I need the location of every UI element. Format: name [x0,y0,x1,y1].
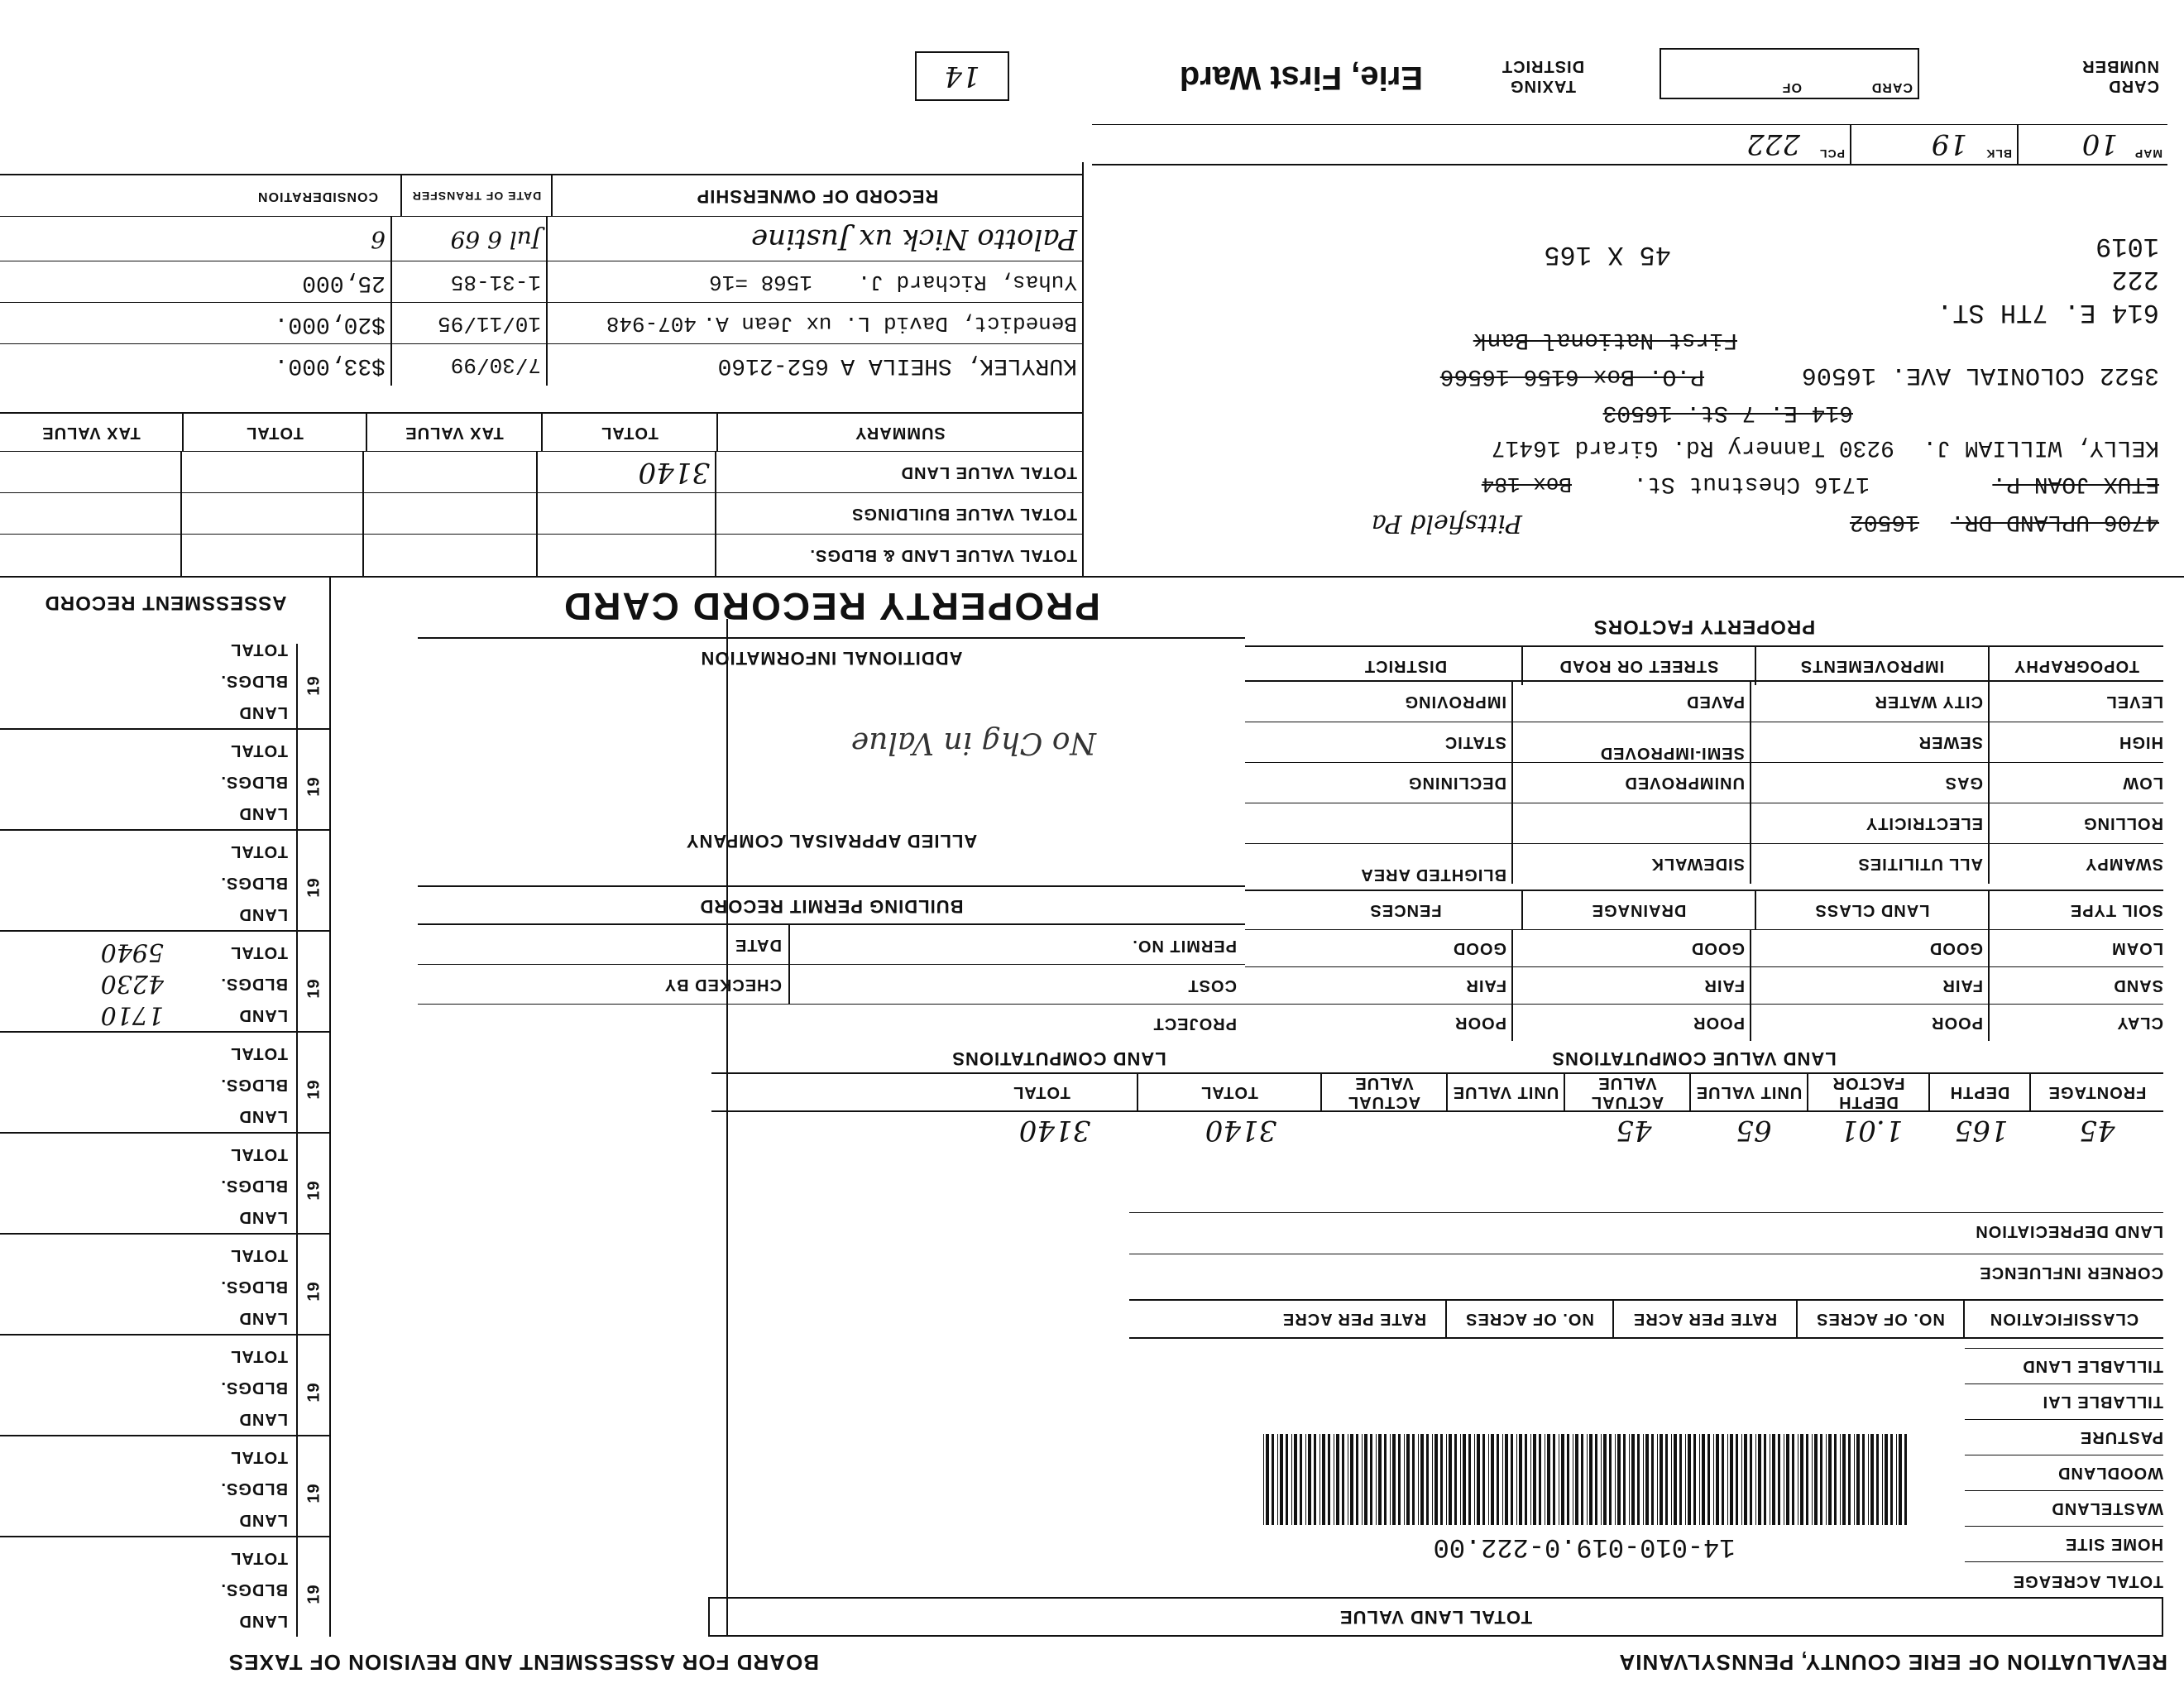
total-label: TOTAL [230,1448,288,1466]
level-row [1245,680,2163,722]
total-value-buildings-label: TOTAL VALUE BUILDINGS [851,505,1077,523]
total-header-1: TOTAL [1138,1074,1322,1110]
district-code: 14 [915,51,1009,101]
owner-name: KURYLEK, SHEILA A [841,352,1077,378]
frontage-value: 45 [2079,1114,2115,1147]
paved-label: PAVED [1513,682,1751,722]
card-title-band [418,578,1245,635]
year-prefix: 19 [304,675,323,696]
land-value-section [711,1041,2163,1637]
assessment-record-section [0,578,331,1637]
address-etux-joan: ETUX JOAN P. [1992,471,2159,496]
property-factors-section [1245,594,2163,1041]
total-value-land-label: TOTAL VALUE LAND [900,463,1077,482]
cost-row [418,964,1245,1005]
total-label: TOTAL [230,943,288,961]
land-label: LAND [238,1410,288,1428]
project-row [418,1004,1245,1041]
unit-value-2 [1456,1112,1572,1149]
land-label: LAND [238,1006,288,1024]
declining-label: DECLINING [1275,763,1513,803]
topography-grid [1245,685,2163,884]
classification-label: CLASSIFICATION [1989,1310,2139,1329]
computation-header-row [711,1072,2163,1112]
good-land-class: GOOD [1751,930,1990,966]
pasture-label: PASTURE [1965,1419,2163,1455]
address-first-national: First National Bank [1473,327,1737,352]
total-land-value-header: TOTAL LAND VALUE [708,1597,2163,1637]
property-record-card-title: PROPERTY RECORD CARD [563,585,1100,628]
assessment-block [0,1132,329,1233]
land-label: LAND [238,1309,288,1327]
rolling-district-blank [1275,803,1513,843]
actual-value-header-1: ACTUAL VALUE [1565,1074,1691,1110]
summary-header-row [0,412,1082,452]
summary-tax-value-header-2: TAX VALUE [0,414,184,452]
summary-tax-value-cell [364,493,538,535]
location-dimensions: 45 X 165 [1544,239,1671,270]
drainage-header: DRAINAGE [1523,891,1756,929]
date-of-transfer-header: DATE OF TRANSFER [402,175,553,217]
city-water-label: CITY WATER [1751,682,1990,722]
summary-row-buildings [0,492,1082,535]
total-label: TOTAL [230,640,288,659]
sewer-label: SEWER [1751,722,1990,762]
poor-fences: POOR [1275,1005,1513,1041]
total-label: TOTAL [230,1347,288,1365]
poor-drainage: POOR [1513,1005,1751,1041]
fences-header: FENCES [1290,891,1523,929]
checked-by-label: CHECKED BY [664,965,790,1005]
year-prefix: 19 [304,1382,323,1403]
map-cell [2019,125,2167,164]
pcl-label: PCL [1819,147,1845,161]
high-label: HIGH [2119,733,2163,751]
owner-phone: 652-2160 [717,352,829,378]
year-prefix: 19 [304,1079,323,1100]
total-header-2: TOTAL [946,1074,1138,1110]
fair-drainage: FAIR [1513,967,1751,1004]
pcl-value: 222 [1746,127,1800,161]
fair-land-class: FAIR [1751,967,1990,1004]
unimproved-label: UNIMPROVED [1513,763,1751,803]
rate-per-acre-1: RATE PER ACRE [1614,1301,1798,1337]
summary-row-land-bldgs [0,534,1082,576]
year-prefix: 19 [304,1584,323,1604]
rate-per-acre-2: RATE PER ACRE [1263,1301,1447,1337]
district-header: DISTRICT [1290,647,1523,685]
address-upland: 4706 UPLAND DR. [1950,509,2159,535]
consideration: $20,000. [220,303,392,344]
topography-header-row [1245,645,2163,685]
good-fences: GOOD [1275,930,1513,966]
soil-type-header: SOIL TYPE [2069,901,2163,919]
total-value-land-bldgs [538,535,716,576]
improving-label: IMPROVING [1275,682,1513,722]
land-label: LAND [238,1208,288,1226]
card-of-box [1660,48,1919,99]
transfer-date: 10/11/95 [392,303,548,344]
blk-value: 19 [1931,127,1967,161]
header-title-right: BOARD FOR ASSESSMENT AND REVISION OF TAXES [228,1650,819,1675]
blighted-area-label: BLIGHTED AREA [1275,844,1513,884]
depth-value: 165 [1954,1114,2009,1147]
summary-total-cell [182,535,364,576]
of-label: OF [1781,80,1802,94]
additional-info-section [418,635,1245,859]
sand-row [1245,966,2163,1004]
total-value-2: 3140 [1018,1114,1091,1147]
summary-tax-value-cell [0,493,182,535]
static-label: STATIC [1275,722,1513,762]
low-label: LOW [2122,774,2163,792]
assessment-block [0,728,329,829]
location-parcel: 222 [2111,264,2159,295]
location-street: 614 E. 7TH ST. [1937,297,2159,328]
rolling-label: ROLLING [2083,814,2163,832]
blk-cell [1851,125,2019,164]
blk-label: BLK [1985,147,2012,161]
card-label: CARD [1870,80,1913,94]
clay-label: CLAY [2116,1014,2163,1032]
header-title-left: REVALUATION OF ERIE COUNTY, PENNSYLVANIA [1618,1650,2167,1675]
owner-name: Benedict, David L. ux Jean A. [702,311,1077,336]
date-label: DATE [735,925,790,965]
barcode-block [1262,1397,1907,1562]
consideration: 25,000 [220,261,392,303]
bldgs-label: BLDGS. [220,672,288,690]
address-tannery: 9230 Tannery Rd. Girard 16417 [1491,434,1894,460]
land-value-computations-title: LAND VALUE COMPUTATIONS [1551,1048,1837,1069]
summary-section [0,410,1084,576]
assessment-blocks [0,640,329,1637]
land-label: LAND [238,1612,288,1630]
total-value-land-bldgs-label: TOTAL VALUE LAND & BLDGS. [809,546,1077,564]
tillable-land-label: TILLABLE LAND [1965,1348,2163,1383]
district-name: Erie, First Ward [1179,60,1423,96]
land-label: LAND [238,1107,288,1125]
total-label: TOTAL [230,741,288,760]
address-614-e-7: 614 E. 7 St. 16503 [1602,400,1853,425]
land-class-header: LAND CLASS [1756,891,1990,929]
summary-tax-value-header-1: TAX VALUE [367,414,543,452]
address-chestnut: 1716 Chestnut St. [1633,471,1870,496]
additional-info-title: ADDITIONAL INFORMATION [418,637,1245,677]
year-prefix: 19 [304,1180,323,1201]
map-value: 10 [2081,127,2118,161]
location-map-ward: 1019 [2095,231,2159,261]
unit-value-1: 65 [1736,1114,1772,1147]
summary-total-header-2: TOTAL [184,414,367,452]
assessment-block [0,1435,329,1536]
land-label: LAND [238,1511,288,1529]
project-label: PROJECT [1152,1014,1237,1033]
bldgs-label: BLDGS. [220,773,288,791]
total-label: TOTAL [230,1549,288,1567]
home-site-label: HOME SITE [1965,1526,2163,1561]
total-value-entry: 5940 [100,938,164,966]
card-number-label: CARD NUMBER [2081,57,2159,95]
bldgs-label: BLDGS. [220,1479,288,1498]
title-band [0,1637,2184,1688]
building-permit-title: BUILDING PERMIT RECORD [418,885,1245,925]
bldgs-label: BLDGS. [220,874,288,892]
bldgs-label: BLDGS. [220,1278,288,1296]
total-label: TOTAL [230,1044,288,1062]
record-of-ownership-title: RECORD OF OWNERSHIP [696,186,939,207]
map-label: MAP [2134,147,2162,161]
actual-value-1: 45 [1616,1114,1652,1147]
horizontal-divider [0,576,2184,578]
total-value-1: 3140 [1205,1114,1277,1147]
low-row [1245,762,2163,803]
computation-values-row [711,1112,2163,1149]
bldgs-label: BLDGS. [220,1076,288,1094]
acreage-labels [1965,1302,2163,1600]
land-label: LAND [238,804,288,822]
clay-row [1245,1004,2163,1041]
depth-header: DEPTH [1930,1074,2031,1110]
address-zip-16502: 16502 [1849,509,1919,535]
ownership-row [0,302,1082,344]
total-label: TOTAL [230,1145,288,1163]
summary-total-cell [182,452,364,493]
bldgs-label: BLDGS. [220,1379,288,1397]
no-change-note: No Chg in Value [850,726,1096,760]
rolling-street-blank [1513,803,1751,843]
assessment-block [0,629,329,728]
ownership-section [0,162,1084,410]
address-box-184: Box 184 [1481,472,1572,496]
woodland-label: WOODLAND [1965,1455,2163,1490]
owner-name: Palotto Nick ux Justine [750,223,1077,256]
summary-header: SUMMARY [855,424,946,443]
year-prefix: 19 [304,978,323,999]
unit-value-header-1: UNIT VALUE [1691,1074,1808,1110]
assessment-block [0,1536,329,1637]
no-of-acres-2: NO. OF ACRES [1447,1301,1614,1337]
assessment-block [0,1233,329,1334]
depth-factor-value: 1.01 [1840,1114,1904,1147]
ownership-row [0,216,1082,261]
depth-factor-header: DEPTH FACTOR [1808,1074,1930,1110]
total-value-buildings [538,493,716,535]
assessment-block [0,829,329,930]
taxing-district-label: TAXING DISTRICT [1501,57,1585,95]
map-blk-pcl-row [1092,124,2167,165]
sidewalk-label: SIDEWALK [1513,844,1751,884]
soil-grid [1245,884,2163,1041]
no-of-acres-1: NO. OF ACRES [1798,1301,1965,1337]
permit-row [418,923,1245,965]
all-utilities-label: ALL UTILITIES [1751,844,1990,884]
bldgs-label: BLDGS. [220,1580,288,1599]
high-row [1245,722,2163,762]
bldgs-label: BLDGS. [220,1177,288,1195]
sand-label: SAND [2113,976,2163,995]
pcl-cell [1618,125,1851,164]
frontage-header: FRONTAGE [2048,1083,2147,1102]
total-acreage-label: TOTAL ACREAGE [1965,1561,2163,1600]
permit-no-label: PERMIT NO. [1132,937,1237,955]
level-label: LEVEL [2105,693,2163,711]
address-section [1092,162,2167,576]
barcode-graphic [1262,1434,1907,1525]
assessment-block [0,1031,329,1132]
building-permit-section [418,859,1245,1041]
land-label: LAND [238,703,288,722]
allied-appraisal-company: ALLIED APPRAISAL COMPANY [685,831,978,851]
owner-phone: 407-948 [606,311,697,336]
topography-header: TOPOGRAPHY [2014,657,2139,676]
improvements-header: IMPROVEMENTS [1756,647,1990,685]
bldgs-label: BLDGS. [220,975,288,993]
poor-land-class: POOR [1751,1005,1990,1041]
fair-fences: FAIR [1275,967,1513,1004]
transfer-date: 7/30/99 [392,344,548,386]
street-or-road-header: STREET OR ROAD [1523,647,1756,685]
summary-total-cell [182,493,364,535]
swampy-row [1245,843,2163,884]
good-drainage: GOOD [1513,930,1751,966]
assessment-record-title: ASSESSMENT RECORD [44,592,287,614]
transfer-date: Jul 6 69 [392,217,548,261]
gas-label: GAS [1751,763,1990,803]
address-kelly: KELLY, WILLIAM J. [1923,434,2159,460]
transfer-date: 1-31-85 [392,261,548,303]
wasteland-label: WASTELAND [1965,1490,2163,1526]
consideration-header: CONSIDERATION [235,175,402,217]
cost-label: COST [1187,976,1237,995]
consideration: $33,000. [220,344,392,386]
bldgs-value-entry: 4230 [100,969,164,998]
swampy-label: SWAMPY [2085,855,2163,873]
summary-tax-value-cell [0,452,182,493]
total-label: TOTAL [230,1246,288,1264]
ownership-header-row [0,174,1082,217]
summary-tax-value-cell [0,535,182,576]
total-label: TOTAL [230,842,288,861]
total-value-land: 3140 [538,452,716,493]
address-colonial: 3522 COLONIAL AVE. 16506 [1801,361,2159,389]
address-pittsfield: Pittsfield Pa [1371,509,1522,538]
land-value-entry: 1710 [100,1000,164,1029]
owner-phone: 1568 =16 [709,270,812,295]
summary-tax-value-cell [364,535,538,576]
rolling-row [1245,803,2163,843]
assessment-block-filled [0,930,329,1031]
consideration: 6 [220,217,392,261]
land-computations-label: LAND COMPUTATIONS [951,1048,1166,1069]
summary-total-header-1: TOTAL [543,414,718,452]
loam-label: LOAM [2111,939,2163,957]
loam-row [1245,929,2163,966]
address-po-box: P.O. Box 6156 16566 [1439,363,1704,389]
year-prefix: 19 [304,776,323,797]
year-prefix: 19 [304,1281,323,1302]
assessment-block [0,1334,329,1435]
land-label: LAND [238,905,288,923]
actual-value-header-2: ACTUAL VALUE [1322,1074,1448,1110]
classification-header-row [1129,1299,2163,1339]
year-prefix: 19 [304,877,323,898]
actual-value-2 [1332,1112,1456,1149]
year-prefix: 19 [304,1483,323,1503]
land-depreciation-label: LAND DEPRECIATION [1129,1212,2163,1249]
tillable-lai-label: TILLABLE LAI [1965,1383,2163,1419]
corner-influence-label: CORNER INFLUENCE [1129,1254,2163,1291]
ownership-row [0,261,1082,303]
semi-improved-label: SEMI-IMPROVED [1513,722,1751,762]
parcel-id: 14-010-019.0-222.00 [1433,1532,1736,1562]
summary-row-land [0,451,1082,493]
owner-name: Yuhas, Richard J. [857,270,1077,295]
property-factors-title: PROPERTY FACTORS [1592,616,1816,638]
ownership-row [0,343,1082,386]
soil-header-row [1245,890,2163,929]
unit-value-header-2: UNIT VALUE [1448,1074,1565,1110]
electricity-label: ELECTRICITY [1751,803,1990,843]
summary-tax-value-cell [364,452,538,493]
footer [17,25,2167,108]
